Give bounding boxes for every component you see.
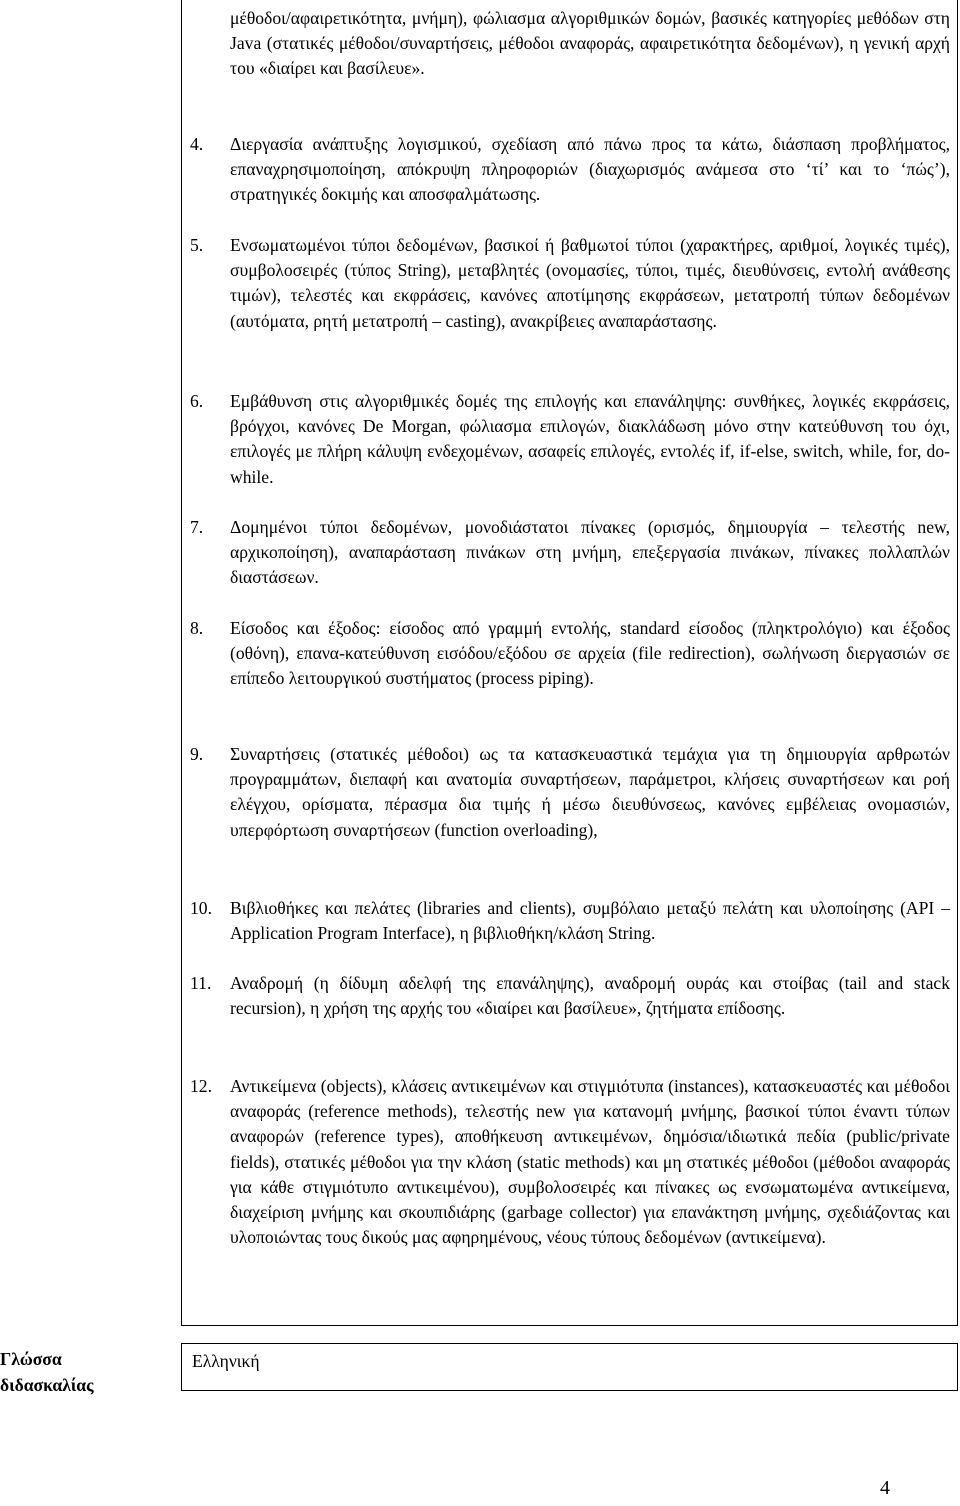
item-number: 9. <box>190 744 204 764</box>
item-text: Είσοδος και έξοδος: είσοδος από γραμμή εντολής, standard είσοδος (πληκτρολόγιο) και έξοδος (οθόνη), επανα-κατεύθυνση εισόδου/εξόδου σε αρχεία (file redirection), σωλήνωση διεργασιών σε επίπεδο λειτουργικού συστήματος (process piping). <box>230 618 950 689</box>
item-text: Ενσωματωμένοι τύποι δεδομένων, βασικοί ή βαθμωτοί τύποι (χαρακτήρες, αριθμοί, λογικές τιμές), συμβολοσειρές (τύπος String), μεταβλητές (ονομασίες, τύποι, τιμές, διευθύνσεις, εντολή ανάθεσης τιμών), τελεστές και εκφράσεις, κανόνες αποτίμησης εκφράσεων, μετατροπή τύπων δεδομένων (αυτόματα, ρητή μετατροπή – casting), ανακρίβειες αναπαράστασης. <box>230 235 950 331</box>
teaching-language-value: Ελληνική <box>192 1351 260 1371</box>
item-number: 10. <box>190 898 212 918</box>
item-number: 5. <box>190 235 204 255</box>
item-number: 12. <box>190 1076 212 1096</box>
item-text: Δομημένοι τύποι δεδομένων, μονοδιάστατοι πίνακες (ορισμός, δημιουργία – τελεστής new, αρχικοποίηση), αναπαράσταση πινάκων στη μνήμη, επεξεργασία πινάκων, πίνακες πολλαπλών διαστάσεων. <box>230 517 950 588</box>
intro-paragraph: μέθοδοι/αφαιρετικότητα, μνήμη), φώλιασμα αλγοριθμικών δομών, βασικές κατηγορίες μεθόδων στη Java (στατικές μέθοδοι/συναρτήσεις, μέθοδοι αναφοράς, αφαιρετικότητα δεδομένων), η γενική αρχή του «διαίρει και βασίλευε». <box>230 8 950 79</box>
item-text: Συναρτήσεις (στατικές μέθοδοι) ως τα κατασκευαστικά τεμάχια για τη δημιουργία αρθρωτών προγραμμάτων, διεπαφή και ανατομία συναρτήσεων, παράμετροι, κλήσεις συναρτήσεων και ροή ελέγχου, ορίσματα, πέρασμα δια τιμής ή μέσω διευθύνσεως, κανόνες εμβέλειας ονομασιών, υπερφόρτωση συναρτήσεων (function overloading), <box>230 744 950 840</box>
item-number: 11. <box>190 973 212 993</box>
item-text: Αντικείμενα (objects), κλάσεις αντικειμένων και στιγμιότυπα (instances), κατασκευαστές και μέθοδοι αναφοράς (reference methods), τελεστής new για κατανομή μνήμης, βασικοί τύποι έναντι τύπων αναφορών (reference types), αποθήκευση αντικειμένων, δημόσια/ιδιωτικά πεδία (public/private fields), στατικές μέθοδοι για την κλάση (static methods) και μη στατικές μέθοδοι (μέθοδοι αναφοράς για κάθε στιγμιότυπο αντικειμένου), συμβολοσειρές και πίνακες ως ενσωματωμένα αντικείμενα, διαχείριση μνήμης και σκουπιδιάρης (garbage collector) για επανάκτηση μνήμης, σχεδιάζοντας και υλοποιώντας τους δικούς μας αφηρημένους, νέους τύπους δεδομένων (αντικείμενα). <box>230 1076 950 1248</box>
item-text: Βιβλιοθήκες και πελάτες (libraries and clients), συμβόλαιο μεταξύ πελάτη και υλοποίησης (API – Application Program Interface), η βιβλιοθήκη/κλάση String. <box>230 898 950 944</box>
item-number: 4. <box>190 134 204 154</box>
item-text: Αναδρομή (η δίδυμη αδελφή της επανάληψης), αναδρομή ουράς και στοίβας (tail and stack recursion), η χρήση της αρχής του «διαίρει και βασίλευε», ζητήματα επίδοσης. <box>230 973 950 1019</box>
item-text: Διεργασία ανάπτυξης λογισμικού, σχεδίαση από πάνω προς τα κάτω, διάσπαση προβλήματος, επαναχρησιμοποίηση, απόκρυψη πληροφοριών (διαχωρισμός ανάμεσα στο ‘τί’ και το ‘πώς’), στρατηγικές δοκιμής και αποσφαλμάτωσης. <box>230 134 950 205</box>
page-number: 4 <box>880 1477 890 1499</box>
item-number: 8. <box>190 618 204 638</box>
teaching-language-cell <box>181 1343 958 1391</box>
item-number: 6. <box>190 391 204 411</box>
course-content-cell <box>181 0 958 1326</box>
item-text: Εμβάθυνση στις αλγοριθμικές δομές της επιλογής και επανάληψης: συνθήκες, λογικές εκφράσεις, βρόγχοι, κανόνες De Morgan, φώλιασμα επιλογών, διακλάδωση μόνο στην κατεύθυνση του όχι, επιλογές με πλήρη κάλυψη ενδεχομένων, ασαφείς επιλογές, εντολές if, if-else, switch, while, for, do-while. <box>230 391 950 487</box>
teaching-language-label: Γλώσσα διδασκαλίας <box>0 1349 94 1395</box>
item-number: 7. <box>190 517 204 537</box>
